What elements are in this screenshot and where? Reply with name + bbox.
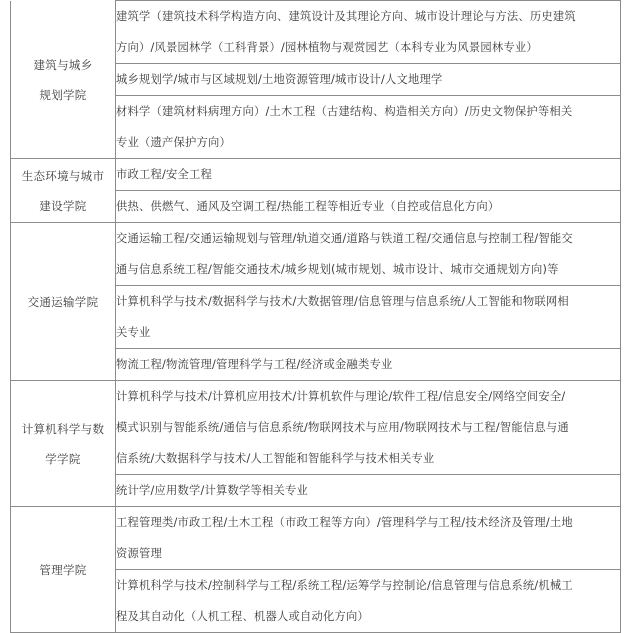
major-text-line: 专业（遗产保护方向）	[116, 136, 231, 149]
major-cell	[116, 223, 621, 286]
major-text-line: 供热、供燃气、通风及空调工程/热能工程等相近专业（自控或信息化方向）	[116, 200, 500, 213]
college-name-line: 学学院	[45, 451, 81, 466]
college-cell	[11, 1, 116, 159]
major-text-line: 计算机科学与技术/控制科学与工程/系统工程/运筹学与控制论/信息管理与信息系统/机械工	[116, 579, 573, 592]
major-text-line: 通与信息系统工程/智能交通技术/城乡规划(城市规划、城市设计、城市交通规划方向)等	[116, 263, 559, 276]
major-text-line: 模式识别与智能系统/通信与信息系统/物联网技术与应用/物联网技术与工程/智能信息与通	[116, 421, 569, 434]
major-cell	[116, 381, 621, 475]
major-text-line: 信系统/大数据科学与技术/人工智能和智能科学与技术相关专业	[116, 452, 435, 465]
college-name-line: 计算机科学与数	[21, 421, 105, 436]
major-cell	[116, 475, 621, 507]
major-cell	[116, 159, 621, 191]
major-cell	[116, 1, 621, 64]
major-cell	[116, 286, 621, 349]
major-text-line: 资源管理	[116, 547, 162, 560]
table-row	[11, 159, 621, 191]
major-cell	[116, 96, 621, 159]
major-text-line: 关专业	[116, 326, 151, 339]
college-name-line: 交通运输学院	[27, 294, 99, 309]
college-name-line: 生态环境与城市	[21, 168, 105, 183]
table-row	[11, 223, 621, 286]
table-row	[11, 381, 621, 475]
major-cell	[116, 191, 621, 223]
college-name-line: 建筑与城乡	[33, 57, 93, 72]
college-name-line: 规划学院	[39, 87, 87, 102]
table-row	[11, 507, 621, 570]
major-text-line: 材料学（建筑材料病理方向）/土木工程（古建结构、构造相关方向）/历史文物保护等相关	[116, 105, 573, 118]
major-cell	[116, 570, 621, 633]
major-text-line: 程及其自动化（人机工程、机器人或自动化方向）	[116, 610, 369, 623]
college-name-line: 建设学院	[39, 198, 87, 213]
major-text-line: 方向）/风景园林学（工科背景）/园林植物与观赏园艺（本科专业为风景园林专业）	[116, 41, 538, 54]
table-row	[11, 1, 621, 64]
college-name-line: 管理学院	[39, 562, 87, 577]
major-cell	[116, 349, 621, 381]
major-cell	[116, 64, 621, 96]
major-requirements-table	[10, 0, 621, 633]
major-text-line: 交通运输工程/交通运输规划与管理/轨道交通/道路与铁道工程/交通信息与控制工程/智能交	[116, 232, 573, 245]
college-cell	[11, 381, 116, 507]
college-cell	[11, 223, 116, 381]
major-text-line: 建筑学（建筑技术科学构造方向、建筑设计及其理论方向、城市设计理论与方法、历史建筑	[116, 10, 576, 23]
college-cell	[11, 159, 116, 223]
major-text-line: 市政工程/安全工程	[116, 168, 212, 181]
major-text-line: 计算机科学与技术/数据科学与技术/大数据管理/信息管理与信息系统/人工智能和物联网相	[116, 295, 569, 308]
major-text-line: 城乡规划学/城市与区域规划/土地资源管理/城市设计/人文地理学	[116, 73, 443, 86]
major-text-line: 统计学/应用数学/计算数学等相关专业	[116, 484, 308, 497]
major-text-line: 物流工程/物流管理/管理科学与工程/经济或金融类专业	[116, 358, 393, 371]
college-cell	[11, 507, 116, 633]
major-cell	[116, 507, 621, 570]
major-text-line: 工程管理类/市政工程/土木工程（市政工程等方向）/管理科学与工程/技术经济及管理/土地	[116, 516, 573, 529]
major-text-line: 计算机科学与技术/计算机应用技术/计算机软件与理论/软件工程/信息安全/网络空间安全/	[116, 390, 566, 403]
